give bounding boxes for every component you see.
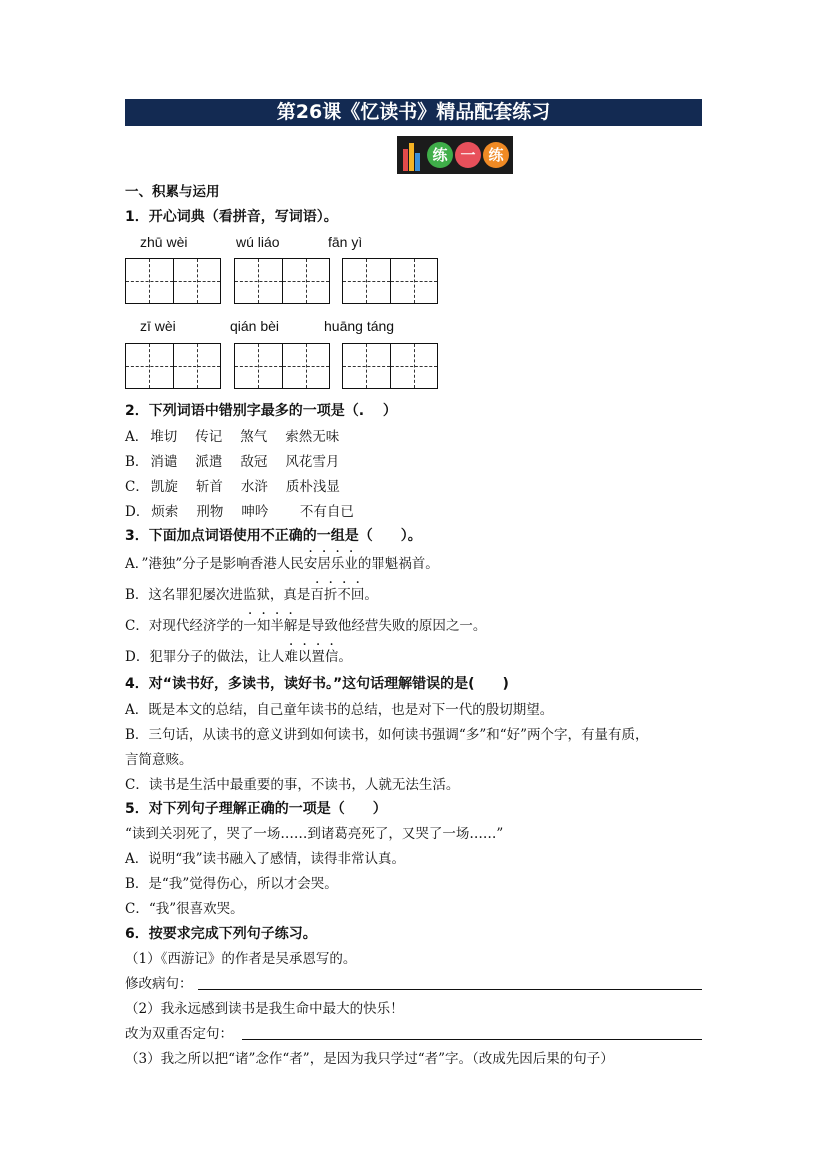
writing-grid[interactable] [234, 258, 330, 304]
option-b[interactable] [125, 453, 349, 471]
option-b[interactable]: B．三句话，从读书的意义讲到如何读书，如何读书强调“多”和“好”两个字，有量有质， [125, 727, 649, 743]
word: 不有自已 [286, 504, 354, 520]
option-b[interactable] [125, 586, 378, 604]
option-c[interactable] [125, 617, 486, 635]
option-b[interactable]: B．是“我”觉得伤心，所以才会哭。 [125, 876, 338, 892]
answer-line[interactable] [242, 1039, 702, 1040]
pinyin: huāng táng [324, 318, 395, 334]
dotted-char: 业 [344, 556, 358, 572]
question-5: 5．对下列句子理解正确的一项是（ ） [125, 801, 387, 817]
option-c[interactable]: C．“我”很喜欢哭。 [125, 901, 244, 917]
writing-grid[interactable] [342, 258, 438, 304]
option-a[interactable]: A．既是本文的总结，自己童年读书的总结，也是对下一代的殷切期望。 [125, 702, 554, 718]
pinyin: fān yì [328, 234, 363, 250]
sentence-1: （1）《西游记》的作者是吴承恩写的。 [125, 951, 357, 967]
option-c[interactable] [125, 478, 350, 496]
word: 呻吟 [241, 504, 269, 520]
badge-char-1: 练 [427, 142, 453, 168]
dotted-char: 居 [317, 556, 331, 572]
dotted-char: 难 [284, 649, 298, 665]
option-text: 。 [364, 587, 378, 603]
word: 派遣 [195, 454, 223, 470]
option-text: 。 [338, 649, 352, 665]
dotted-char: 半 [270, 618, 284, 634]
dotted-char: 折 [323, 587, 338, 603]
sentence-2: （2）我永远感到读书是我生命中最大的快乐！ [125, 1001, 404, 1017]
word: 传记 [195, 429, 223, 445]
option-label: B． [125, 454, 149, 470]
question-4: 4．对“读书好，多读书，读好书。”这句话理解错误的是( ) [125, 676, 509, 692]
writing-grid[interactable] [125, 343, 221, 389]
page-title: 第26课《忆读书》精品配套练习 [125, 99, 702, 126]
option-text: B．这名罪犯屡次进监狱，真是 [125, 587, 311, 603]
word: 煞气 [240, 429, 268, 445]
question-2: 2．下列词语中错别字最多的一项是（. ） [125, 403, 397, 419]
writing-grid[interactable] [125, 258, 221, 304]
option-a[interactable]: A．说明“我”读书融入了感情，读得非常认真。 [125, 851, 406, 867]
answer-label: 修改病句： [125, 976, 193, 992]
option-text: D．犯罪分子的做法，让人 [125, 649, 285, 665]
pinyin: wú liáo [236, 234, 280, 250]
option-text: C．对现代经济学的 [125, 618, 244, 634]
option-text: A．”港独”分子是影响香港人民 [125, 556, 304, 572]
pinyin: zhū wèi [140, 234, 188, 250]
option-b-continued: 言简意赅。 [125, 752, 193, 768]
dotted-char: 安 [303, 556, 318, 572]
dotted-char: 乐 [330, 556, 345, 572]
option-d[interactable] [125, 648, 352, 666]
dotted-char: 一 [243, 618, 257, 634]
badge-char-2: 一 [455, 142, 481, 168]
writing-grid[interactable] [342, 343, 438, 389]
word: 索然无味 [285, 429, 340, 445]
word: 烦索 [151, 504, 179, 520]
question-3: 3．下面加点词语使用不正确的一组是（ ）。 [125, 528, 422, 544]
option-label: D． [125, 504, 150, 520]
word: 水浒 [240, 479, 268, 495]
quote: “读到关羽死了，哭了一场……到诸葛亮死了，又哭了一场……” [125, 826, 504, 842]
word: 消谴 [150, 454, 178, 470]
word: 刑物 [196, 504, 224, 520]
dotted-char: 信 [324, 649, 339, 665]
option-label: C． [125, 479, 149, 495]
practice-badge [397, 136, 513, 174]
answer-line[interactable] [198, 989, 702, 990]
question-1: 1．开心词典（看拼音，写词语）。 [125, 209, 338, 225]
writing-grid[interactable] [234, 343, 330, 389]
dotted-word [243, 618, 297, 634]
dotted-char: 回 [350, 587, 365, 603]
option-c[interactable]: C．读书是生活中最重要的事，不读书，人就无法生活。 [125, 777, 460, 793]
book-icon [403, 149, 408, 171]
option-text: 的罪魁祸首。 [357, 556, 439, 572]
dotted-char: 知 [256, 618, 271, 634]
dotted-word [304, 556, 358, 572]
word: 斩首 [195, 479, 223, 495]
pinyin: zī wèi [140, 318, 176, 334]
dotted-char: 以 [297, 649, 312, 665]
book-icon [409, 143, 414, 171]
option-a[interactable] [125, 428, 349, 446]
question-6: 6．按要求完成下列句子练习。 [125, 926, 317, 942]
section-heading: 一、积累与运用 [125, 184, 220, 200]
dotted-word [284, 649, 338, 665]
sentence-3: （3）我之所以把“诸”念作“者”，是因为我只学过“者”字。（改成先因后果的句子） [125, 1051, 614, 1067]
dotted-char: 不 [337, 587, 351, 603]
option-d[interactable] [125, 503, 364, 521]
dotted-word [310, 587, 364, 603]
word: 质朴浅显 [285, 479, 340, 495]
pinyin: qián bèi [230, 318, 280, 334]
word: 堆切 [150, 429, 178, 445]
word: 风花雪月 [285, 454, 340, 470]
option-text: 是导致他经营失败的原因之一。 [297, 618, 487, 634]
dotted-char: 百 [310, 587, 324, 603]
word: 凯旋 [150, 479, 178, 495]
badge-char-3: 练 [483, 142, 509, 168]
option-a[interactable] [125, 555, 439, 573]
word: 敌冠 [240, 454, 268, 470]
option-label: A． [125, 429, 149, 445]
book-icon [415, 153, 420, 171]
dotted-char: 解 [283, 618, 298, 634]
answer-label: 改为双重否定句： [125, 1026, 233, 1042]
dotted-char: 置 [311, 649, 325, 665]
